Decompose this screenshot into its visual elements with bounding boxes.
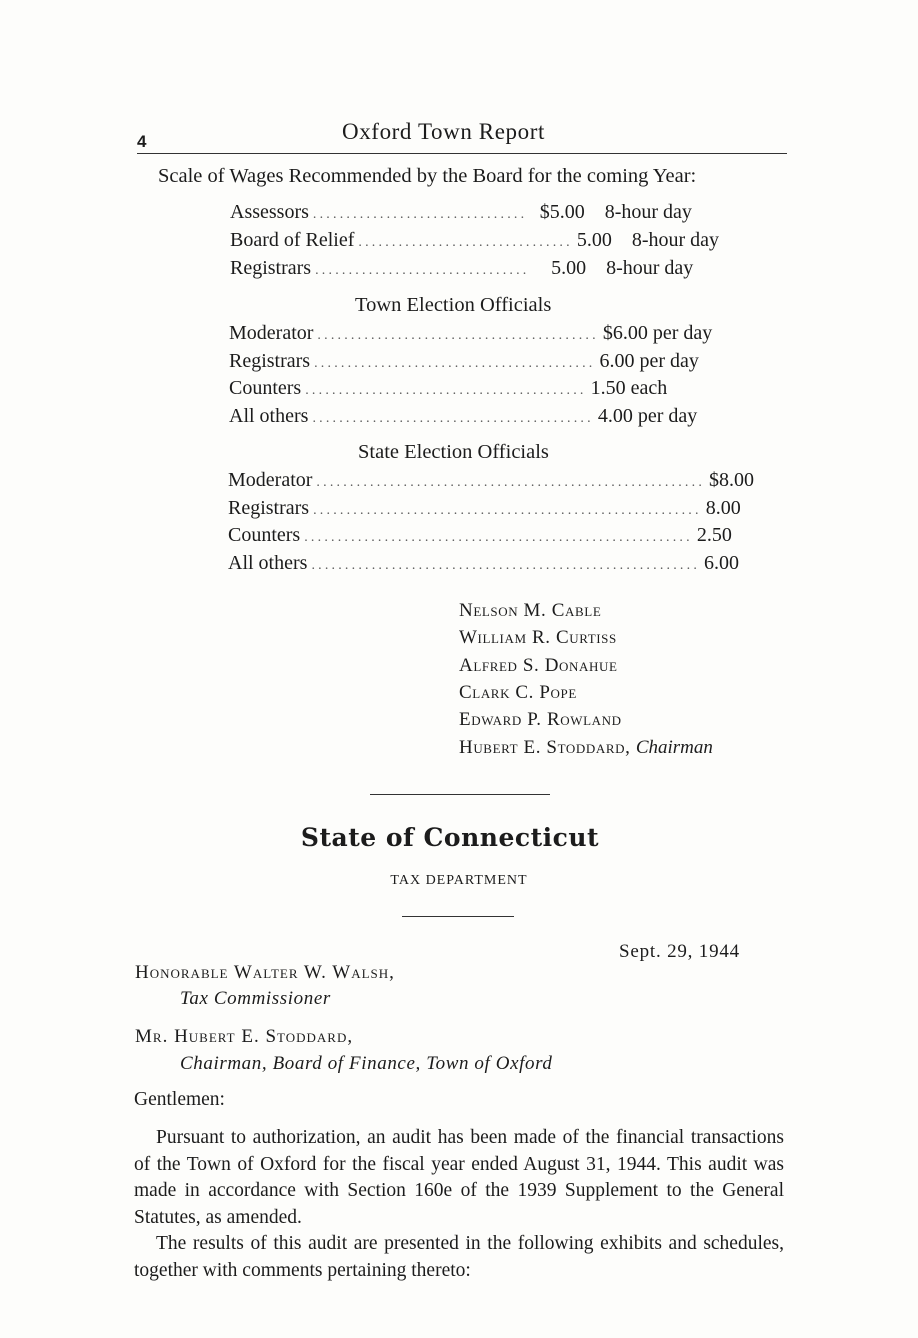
signatory-name: Alfred S. Donahue [459, 655, 618, 676]
wage-row [228, 497, 741, 520]
signatory-name: Edward P. Rowland [459, 709, 622, 730]
wage-label: Registrars [228, 497, 310, 519]
wage-row [230, 257, 700, 280]
signatory-role: Chairman [635, 737, 713, 758]
wage-row [230, 229, 720, 252]
wage-label: All others [229, 405, 309, 427]
wage-unit: 8-hour day [631, 229, 720, 251]
wage-label: Moderator [228, 469, 313, 491]
wage-row [229, 350, 699, 373]
town-election-heading: Town Election Officials [355, 294, 552, 316]
wage-row [229, 377, 699, 400]
addressee-name: Mr. Hubert E. Stoddard, [135, 1026, 354, 1047]
wage-label: Registrars [230, 257, 312, 279]
signatory-name: William R. Curtiss [459, 627, 617, 648]
header-rule [137, 153, 787, 154]
wage-amount: 8.00 [705, 497, 741, 519]
letter-body [134, 1125, 784, 1284]
wage-amount: 2.50 [696, 524, 732, 546]
wage-row [230, 201, 700, 224]
signatory-name: Nelson M. Cable [459, 600, 602, 621]
leader-dots: ................................ [315, 263, 530, 278]
wage-label: Board of Relief [230, 229, 355, 251]
leader-dots: .......................................................... [311, 558, 701, 573]
wage-amount: 6.00 per day [599, 350, 699, 372]
addressee-title: Tax Commissioner [180, 988, 331, 1009]
wage-label: Assessors [230, 201, 309, 223]
body-paragraph: The results of this audit are presented in the following exhibits and schedules, together with comments pertaining thereto: [134, 1233, 784, 1281]
leader-dots: .......................................................... [304, 530, 693, 545]
wage-amount: 5.00 [551, 257, 587, 279]
section-divider [402, 916, 514, 917]
wages-intro: Scale of Wages Recommended by the Board for the coming Year: [158, 165, 697, 187]
wage-row [229, 405, 699, 428]
wage-amount: 1.50 each [590, 377, 668, 399]
wage-amount: 6.00 [704, 552, 740, 574]
wage-row [228, 524, 732, 547]
wage-label: All others [228, 552, 308, 574]
page-number: 4 [137, 132, 147, 151]
wage-amount: 5.00 [576, 229, 612, 251]
state-election-heading: State Election Officials [358, 441, 549, 463]
leader-dots: .......................................... [312, 411, 594, 426]
running-title: Oxford Town Report [342, 119, 545, 144]
wage-amount: 4.00 per day [597, 405, 698, 427]
wage-amount: $6.00 per day [602, 322, 713, 344]
leader-dots: .......................................... [314, 356, 596, 371]
wage-row [228, 552, 740, 575]
wage-row [229, 322, 713, 345]
wage-label: Counters [229, 377, 302, 399]
leader-dots: .......................................... [305, 383, 587, 398]
section-divider [370, 794, 550, 795]
wage-unit: 8-hour day [606, 257, 694, 279]
leader-dots: .......................................................... [313, 503, 702, 518]
leader-dots: .......................................................... [316, 475, 706, 490]
addressee-name: Honorable Walter W. Walsh, [135, 962, 395, 983]
signatory-name: Hubert E. Stoddard, [459, 737, 631, 758]
leader-dots: ................................ [358, 235, 573, 250]
salutation: Gentlemen: [134, 1089, 225, 1110]
addressee-title: Chairman, Board of Finance, Town of Oxford [180, 1053, 553, 1074]
wage-label: Counters [228, 524, 301, 546]
signatory-name: Clark C. Pope [459, 682, 577, 703]
letter-date: Sept. 29, 1944 [619, 941, 740, 962]
wage-unit: 8-hour day [604, 201, 692, 223]
signatory-chairman [459, 737, 713, 759]
wage-row [228, 469, 755, 492]
leader-dots: .......................................... [317, 328, 599, 343]
wage-amount: $5.00 [539, 201, 585, 223]
wage-label: Registrars [229, 350, 311, 372]
wage-label: Moderator [229, 322, 314, 344]
body-paragraph: Pursuant to authorization, an audit has been made of the financial transactions of the Town of Oxford for the fiscal year ended August 31, 1944. This audit was made in accordance with Section 160e of the 1939 Supplement to the General Statutes, as amended. [134, 1127, 784, 1228]
department-label: TAX DEPARTMENT [390, 873, 528, 888]
leader-dots: ................................ [312, 207, 528, 222]
state-title: State of Connecticut [300, 823, 600, 852]
wage-amount: $8.00 [709, 469, 755, 491]
